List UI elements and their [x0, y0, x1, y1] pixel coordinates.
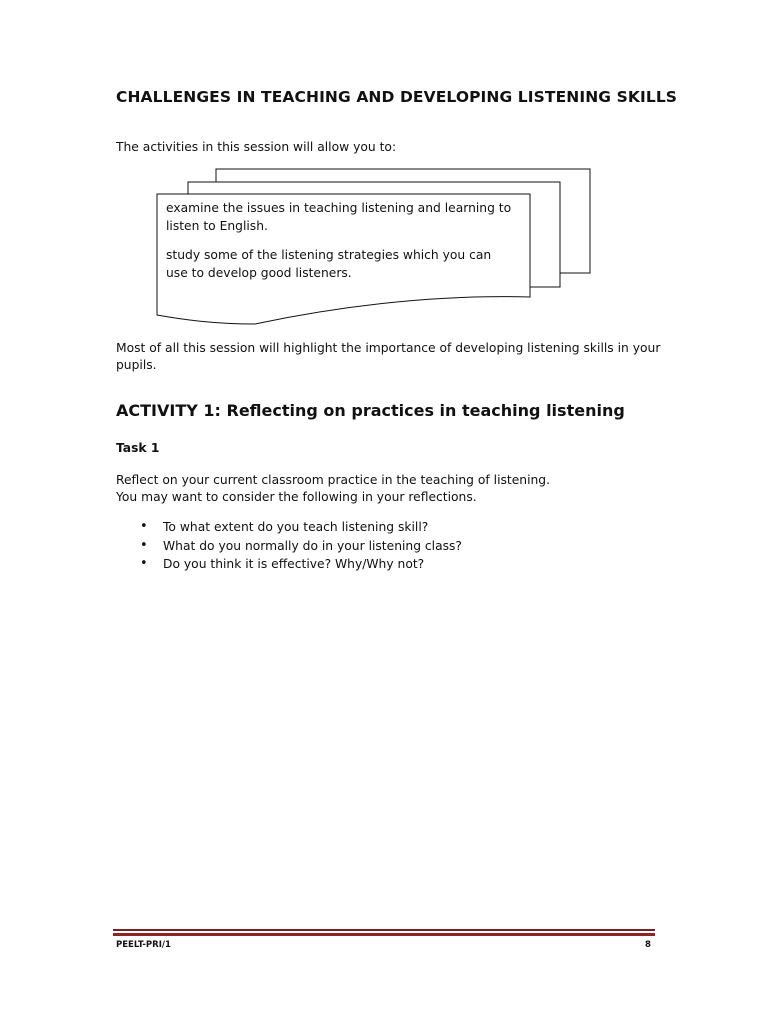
task-label: Task 1	[116, 441, 160, 455]
task-instructions	[116, 472, 550, 505]
stacked-pages-graphic	[0, 0, 768, 340]
intro-text: The activities in this session will allow you to:	[116, 140, 397, 154]
task-line: You may want to consider the following in your reflections.	[116, 489, 477, 504]
page-number: 8	[645, 940, 651, 950]
bullet-item: • To what extent do you teach listening skill?	[140, 518, 462, 537]
activity-heading: ACTIVITY 1: Reflecting on practices in teaching listening	[116, 401, 625, 420]
footer-rule	[113, 929, 655, 936]
reflection-questions	[140, 518, 462, 574]
bullet-item: • What do you normally do in your listening class?	[140, 537, 462, 556]
summary-text: Most of all this session will highlight the importance of developing listening skills in your pupils.	[116, 341, 661, 372]
task-line: Reflect on your current classroom practice in the teaching of listening.	[116, 473, 551, 487]
objectives-stack	[0, 0, 768, 340]
footer-code: PEELT-PRI/1	[116, 940, 171, 950]
page-title: CHALLENGES IN TEACHING AND DEVELOPING LISTENING SKILLS	[116, 88, 678, 106]
bullet-item: • Do you think it is effective? Why/Why not?	[140, 555, 462, 574]
objective-item: study some of the listening strategies which you can use to develop good listeners.	[166, 248, 492, 280]
objective-item: examine the issues in teaching listening and learning to listen to English.	[166, 201, 512, 233]
